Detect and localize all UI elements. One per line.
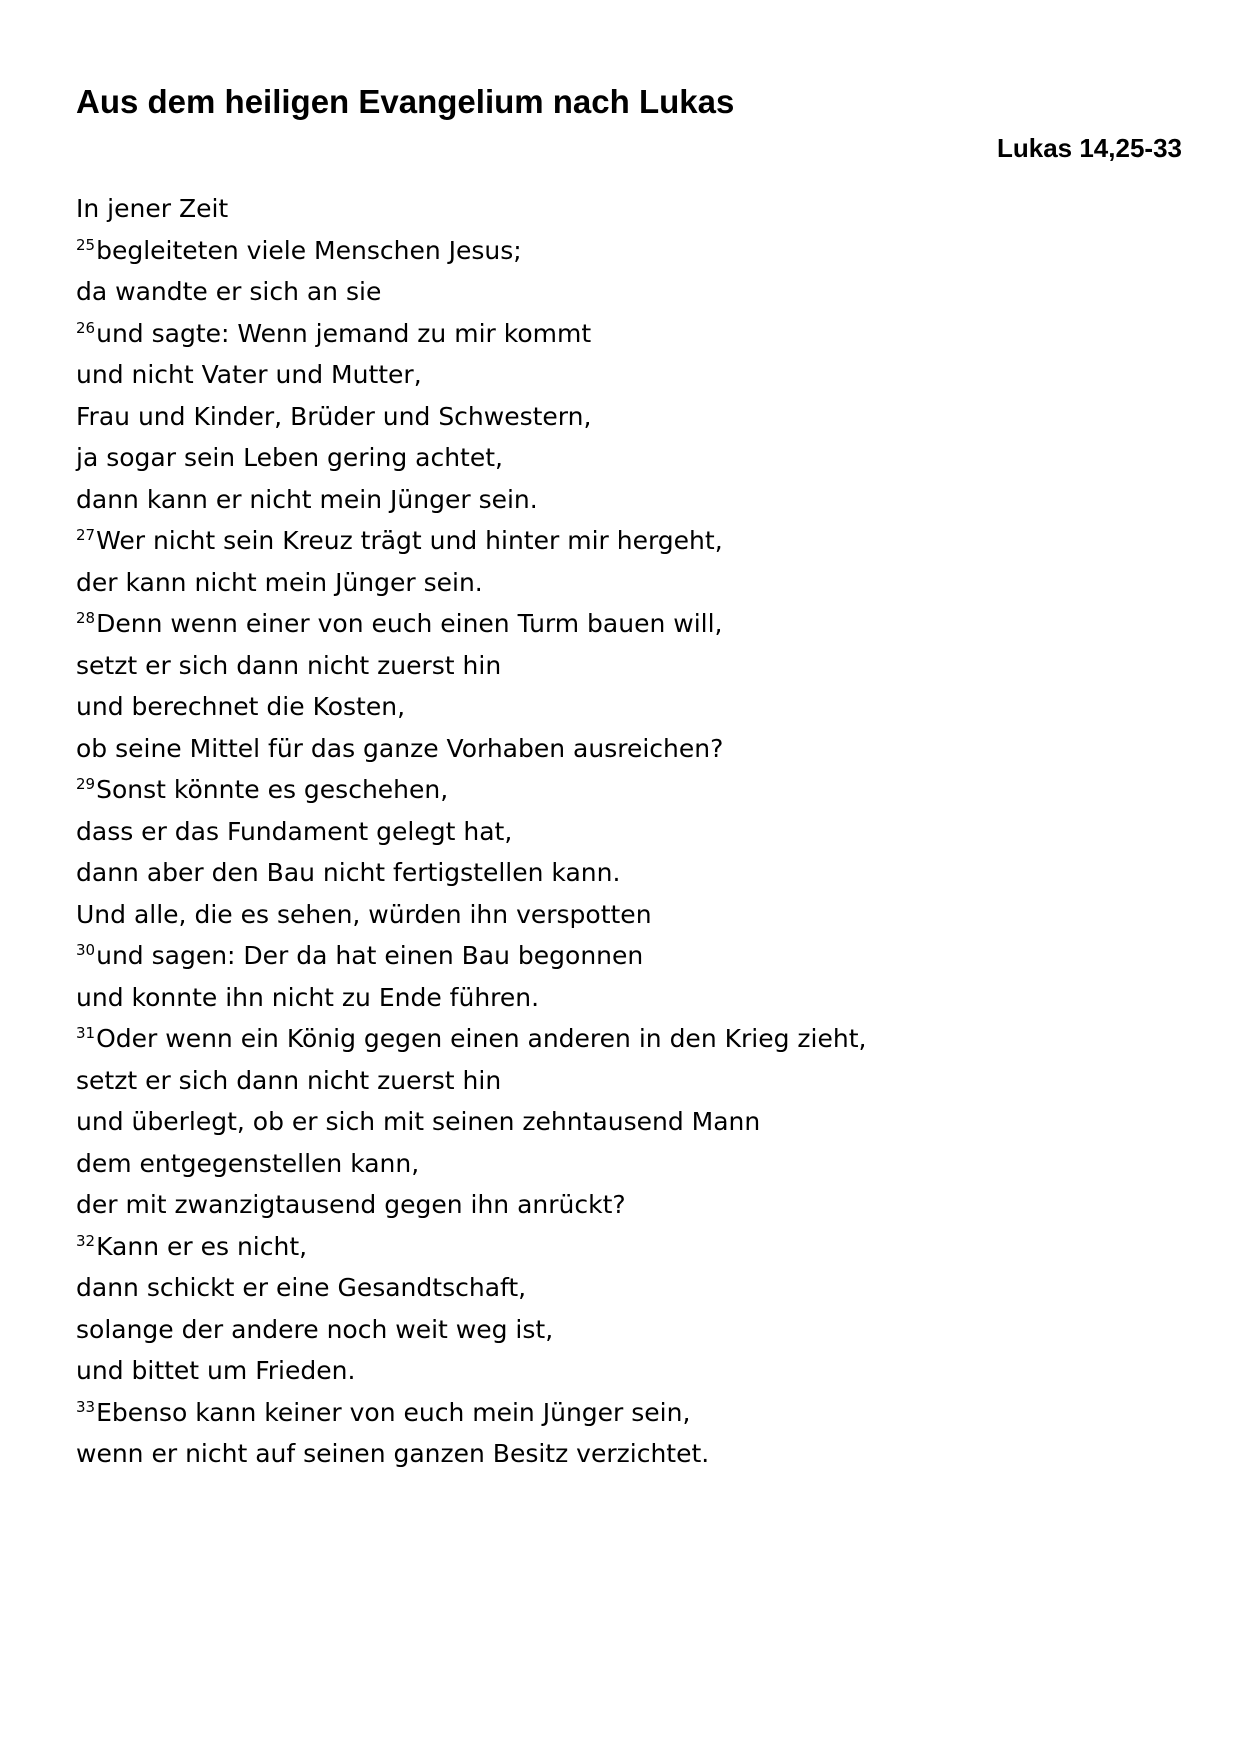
- text-line: [76, 354, 866, 396]
- verse-number: 32: [76, 1231, 96, 1250]
- line-text: setzt er sich dann nicht zuerst hin: [76, 650, 502, 680]
- line-text: setzt er sich dann nicht zuerst hin: [76, 1065, 502, 1095]
- text-line: [76, 728, 866, 770]
- line-text: und bittet um Frieden.: [76, 1356, 356, 1385]
- text-line: [76, 562, 866, 604]
- text-line: [76, 686, 866, 728]
- text-line: [76, 396, 866, 438]
- line-text: In jener Zeit: [76, 194, 229, 223]
- line-text: und konnte ihn nicht zu Ende führen.: [76, 982, 540, 1012]
- line-text: Denn wenn einer von euch einen Turm bauen will,: [96, 609, 723, 638]
- document-page: [76, 0, 1182, 1753]
- line-text: solange der andere noch weit weg ist,: [76, 1314, 554, 1344]
- line-text: dass er das Fundament gelegt hat,: [76, 816, 513, 846]
- text-line: [76, 437, 866, 479]
- verse-number: 29: [76, 775, 96, 793]
- line-text: dann aber den Bau nicht fertigstellen kann.: [76, 858, 621, 887]
- line-text: dann kann er nicht mein Jünger sein.: [76, 484, 538, 514]
- text-line: [76, 1392, 866, 1434]
- document-title: Aus dem heiligen Evangelium nach Lukas: [76, 83, 735, 120]
- line-text: Sonst könnte es geschehen,: [96, 775, 449, 804]
- line-text: und berechnet die Kosten,: [76, 692, 406, 721]
- text-line: [76, 1309, 866, 1351]
- text-line: [76, 645, 866, 687]
- text-line: [76, 313, 866, 355]
- text-line: [76, 1018, 866, 1060]
- text-line: [76, 1101, 866, 1143]
- verse-number: 33: [76, 1397, 96, 1416]
- line-text: wenn er nicht auf seinen ganzen Besitz verzichtet.: [76, 1439, 710, 1468]
- text-line: [76, 1226, 866, 1268]
- text-line: [76, 271, 866, 313]
- line-text: dem entgegenstellen kann,: [76, 1148, 420, 1178]
- text-line: [76, 894, 866, 936]
- text-line: [76, 852, 866, 894]
- verse-number: 25: [76, 235, 96, 254]
- line-text: Und alle, die es sehen, würden ihn verspotten: [76, 899, 652, 929]
- text-line: [76, 935, 866, 977]
- line-text: Wer nicht sein Kreuz trägt und hinter mir hergeht,: [96, 526, 723, 555]
- text-line: [76, 1267, 866, 1309]
- text-line: [76, 1060, 866, 1102]
- line-text: dann schickt er eine Gesandtschaft,: [76, 1273, 527, 1302]
- text-line: [76, 230, 866, 272]
- gospel-text: [76, 188, 866, 1475]
- line-text: und nicht Vater und Mutter,: [76, 360, 422, 389]
- verse-number: 30: [76, 941, 96, 959]
- text-line: [76, 479, 866, 521]
- verse-number: 27: [76, 526, 96, 544]
- text-line: [76, 188, 866, 230]
- line-text: Oder wenn ein König gegen einen anderen in den Krieg zieht,: [96, 1024, 867, 1053]
- text-line: [76, 977, 866, 1019]
- line-text: Kann er es nicht,: [96, 1231, 308, 1261]
- scripture-reference: Lukas 14,25-33: [996, 133, 1182, 163]
- verse-number: 31: [76, 1024, 96, 1042]
- line-text: Ebenso kann keiner von euch mein Jünger sein,: [96, 1397, 691, 1427]
- text-line: [76, 1350, 866, 1392]
- line-text: und sagte: Wenn jemand zu mir kommt: [96, 318, 592, 348]
- line-text: der kann nicht mein Jünger sein.: [76, 567, 483, 597]
- text-line: [76, 520, 866, 562]
- line-text: Frau und Kinder, Brüder und Schwestern,: [76, 401, 592, 431]
- verse-number: 26: [76, 318, 96, 337]
- line-text: ja sogar sein Leben gering achtet,: [76, 443, 503, 472]
- line-text: ob seine Mittel für das ganze Vorhaben ausreichen?: [76, 733, 724, 763]
- line-text: begleiteten viele Menschen Jesus;: [96, 235, 522, 265]
- text-line: [76, 1143, 866, 1185]
- text-line: [76, 769, 866, 811]
- text-line: [76, 811, 866, 853]
- line-text: und überlegt, ob er sich mit seinen zehntausend Mann: [76, 1107, 761, 1136]
- text-line: [76, 603, 866, 645]
- line-text: und sagen: Der da hat einen Bau begonnen: [96, 941, 644, 970]
- verse-number: 28: [76, 609, 96, 627]
- text-line: [76, 1184, 866, 1226]
- line-text: da wandte er sich an sie: [76, 277, 382, 306]
- line-text: der mit zwanzigtausend gegen ihn anrückt?: [76, 1190, 626, 1219]
- text-line: [76, 1433, 866, 1475]
